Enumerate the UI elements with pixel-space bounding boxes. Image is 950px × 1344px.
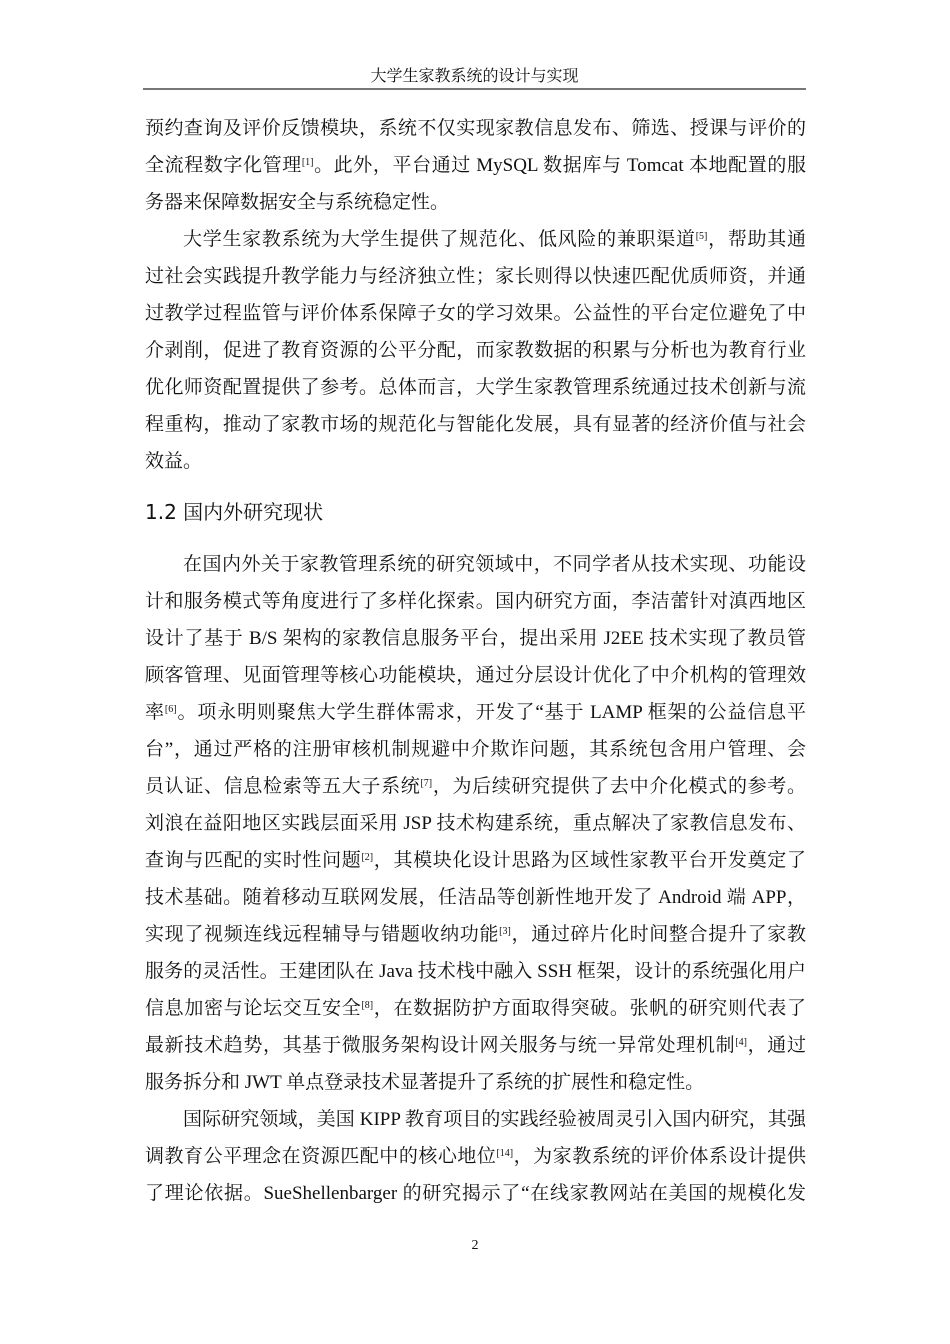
text-run: 信息加密与论坛交互安全	[145, 998, 362, 1019]
text-line	[145, 879, 806, 916]
citation-reference: [14]	[496, 1148, 514, 1159]
header-rule	[143, 88, 806, 90]
text-line	[145, 1027, 806, 1064]
text-run: ，为家教系统的评价体系设计提供	[513, 1146, 806, 1167]
text-run: 台”，通过严格的注册审核机制规避中介欺诈问题，其系统包含用户管理、会	[145, 739, 806, 760]
text-line	[145, 332, 806, 369]
text-line	[145, 842, 806, 879]
text-line	[145, 184, 806, 221]
citation-reference: [8]	[361, 1000, 374, 1011]
text-run: 技术基础。随着移动互联网发展，任洁品等创新性地开发了 Android 端 APP，	[145, 887, 806, 908]
text-run: 大学生家教系统为大学生提供了规范化、低风险的兼职渠道	[183, 229, 696, 250]
text-run: 务器来保障数据安全与系统稳定性。	[145, 192, 450, 213]
text-run: 国际研究领域，美国 KIPP 教育项目的实践经验被周灵引入国内研究，其强	[183, 1109, 806, 1130]
citation-reference: [4]	[735, 1037, 747, 1048]
page-number: 2	[471, 1238, 479, 1253]
text-run: 过教学过程监管与评价体系保障子女的学习效果。公益性的平台定位避免了中	[145, 303, 806, 324]
text-line	[145, 990, 806, 1027]
text-line	[145, 916, 806, 953]
text-line	[145, 583, 806, 620]
text-run: ，帮助其通	[707, 229, 806, 250]
text-run: 。项永明则聚焦大学生群体需求，开发了“基于 LAMP 框架的公益信息平	[176, 702, 806, 723]
text-run: 介剥削，促进了教育资源的公平分配，而家教数据的积累与分析也为教育行业	[145, 340, 806, 361]
text-line	[145, 147, 806, 184]
text-line	[145, 694, 806, 731]
text-run: 优化师资配置提供了参考。总体而言，大学生家教管理系统通过技术创新与流	[145, 377, 806, 398]
text-run: 在国内外关于家教管理系统的研究领域中，不同学者从技术实现、功能设	[183, 554, 806, 575]
text-run: 了理论依据。SueShellenbarger 的研究揭示了“在线家教网站在美国的规模化发	[145, 1183, 806, 1204]
text-run: 计和服务模式等角度进行了多样化探索。国内研究方面，李洁蕾针对滇西地区	[145, 591, 806, 612]
text-run: 刘浪在益阳地区实践层面采用 JSP 技术构建系统，重点解决了家教信息发布、	[145, 813, 806, 834]
text-run: ，在数据防护方面取得突破。张帆的研究则代表了	[373, 998, 806, 1019]
text-line	[145, 953, 806, 990]
citation-reference: [6]	[164, 704, 177, 715]
text-line	[145, 731, 806, 768]
citation-reference: [2]	[361, 852, 374, 863]
citation-reference: [3]	[499, 926, 511, 937]
text-line	[145, 406, 806, 443]
text-run: 程重构，推动了家教市场的规范化与智能化发展，具有显著的经济价值与社会	[145, 414, 806, 435]
text-line	[145, 443, 806, 480]
text-line	[145, 221, 806, 258]
paragraph	[145, 110, 806, 221]
text-run: ，通过	[746, 1035, 806, 1056]
text-run: 。此外，平台通过 MySQL 数据库与 Tomcat 本地配置的服	[313, 155, 806, 176]
text-line	[145, 1101, 806, 1138]
text-run: 设计了基于 B/S 架构的家教信息服务平台，提出采用 J2EE 技术实现了教员管	[145, 628, 806, 649]
text-line	[145, 1064, 806, 1101]
text-run: 实现了视频连线远程辅导与错题收纳功能	[145, 924, 500, 945]
text-line	[145, 546, 806, 583]
text-run: 预约查询及评价反馈模块，系统不仅实现家教信息发布、筛选、授课与评价的	[145, 118, 806, 139]
text-line	[145, 768, 806, 805]
paragraph	[145, 1101, 806, 1212]
text-run: 顾客管理、见面管理等核心功能模块，通过分层设计优化了中介机构的管理效	[145, 665, 806, 686]
text-run: ，其模块化设计思路为区域性家教平台开发奠定了	[373, 850, 806, 871]
text-line	[145, 1175, 806, 1212]
paragraph	[145, 221, 806, 480]
paragraph	[145, 546, 806, 1101]
text-line	[145, 620, 806, 657]
text-run: 查询与匹配的实时性问题	[145, 850, 362, 871]
text-run: 效益。	[145, 451, 203, 472]
running-header: 大学生家教系统的设计与实现	[370, 68, 579, 85]
text-run: 员认证、信息检索等五大子系统	[145, 776, 421, 797]
text-run: 率	[145, 702, 165, 723]
text-run: 服务的灵活性。王建团队在 Java 技术栈中融入 SSH 框架，设计的系统强化用户	[145, 961, 806, 982]
text-line	[145, 295, 806, 332]
citation-reference: [1]	[301, 157, 314, 168]
document-body	[145, 110, 806, 1212]
text-line	[145, 369, 806, 406]
text-run: 服务拆分和 JWT 单点登录技术显著提升了系统的扩展性和稳定性。	[145, 1072, 705, 1093]
text-run: 过社会实践提升教学能力与经济独立性；家长则得以快速匹配优质师资，并通	[145, 266, 806, 287]
citation-reference: [5]	[695, 231, 708, 242]
text-run: ，为后续研究提供了去中介化模式的参考。	[432, 776, 806, 797]
text-run: 最新技术趋势，其基于微服务架构设计网关服务与统一异常处理机制	[145, 1035, 736, 1056]
text-line	[145, 805, 806, 842]
text-line	[145, 657, 806, 694]
text-line	[145, 258, 806, 295]
text-run: 全流程数字化管理	[145, 155, 302, 176]
text-run: 调教育公平理念在资源匹配中的核心地位	[145, 1146, 497, 1167]
section-heading: 1.2 国内外研究现状	[145, 500, 324, 524]
text-run: ，通过碎片化时间整合提升了家教	[510, 924, 806, 945]
text-line	[145, 110, 806, 147]
text-line	[145, 1138, 806, 1175]
citation-reference: [7]	[420, 778, 433, 789]
